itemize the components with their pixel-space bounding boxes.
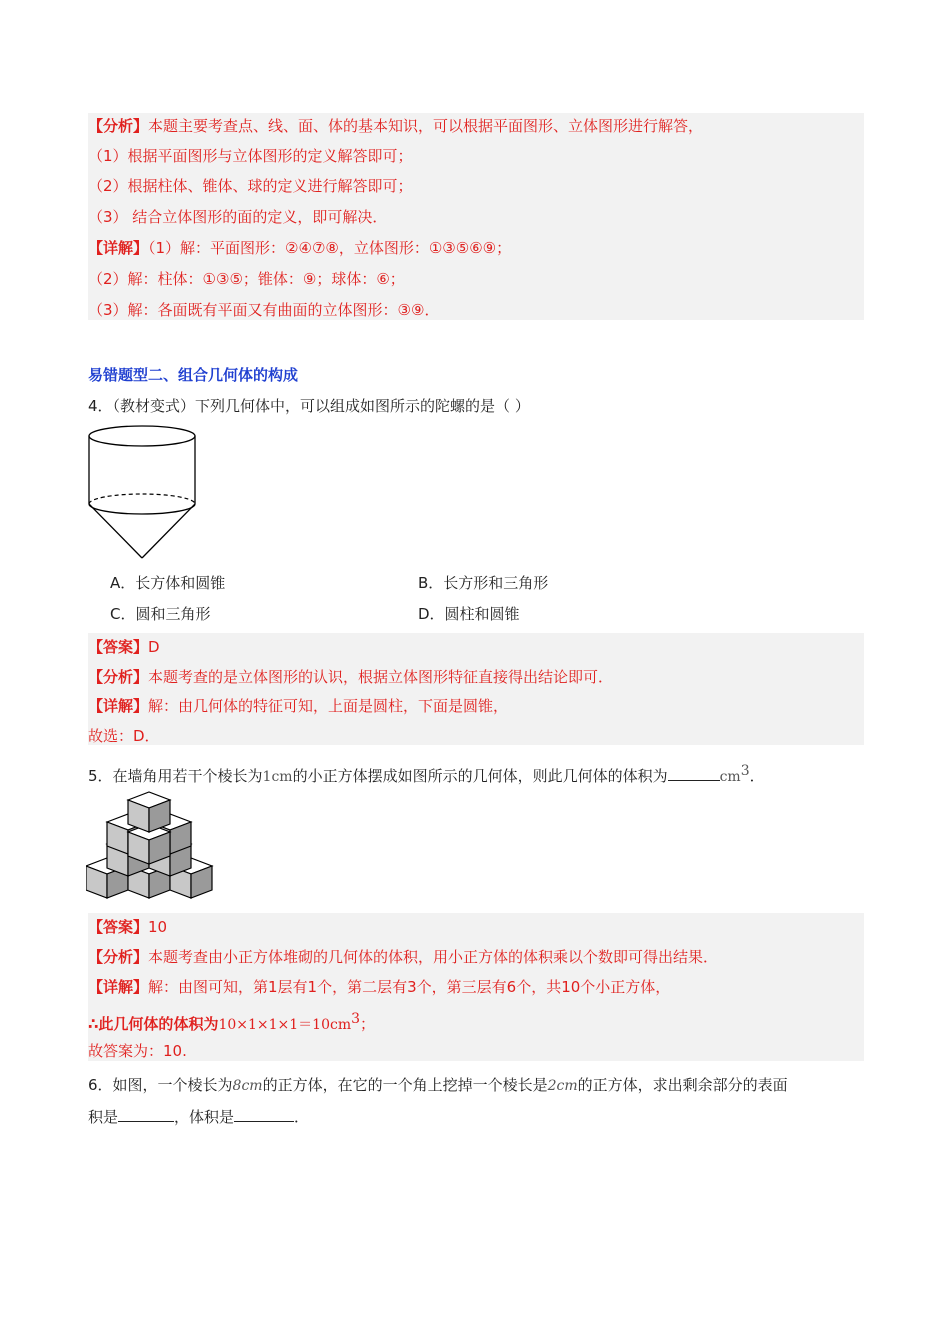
q4-conclusion: 故选：D． — [88, 727, 160, 745]
detail-tag: 【详解】 — [88, 978, 149, 996]
q5-analysis-line — [88, 947, 718, 967]
q6-line2-pre: 积是 — [88, 1108, 119, 1126]
q5-answer-blank[interactable] — [668, 766, 720, 781]
q5-unit-exponent: 3 — [740, 763, 750, 779]
analysis-tag: 【分析】 — [88, 117, 149, 135]
q5-answer-line — [88, 917, 167, 937]
analysis-tag: 【分析】 — [88, 948, 149, 966]
q4-question: 4．（教材变式）下列几何体中，可以组成如图所示的陀螺的是（ ） — [88, 397, 530, 415]
q6-mid: 的正方体，在它的一个角上挖掉一个棱长是 — [262, 1076, 548, 1094]
detail-line-3: （3）解：各面既有平面又有曲面的立体图形：③⑨． — [88, 301, 440, 319]
q4-detail-line — [88, 696, 508, 716]
q4-option-a: A．长方体和圆锥 — [110, 574, 226, 592]
q5-question-mid: 的小正方体摆成如图所示的几何体，则此几何体的体积为 — [292, 767, 668, 785]
q5-answer: 10 — [148, 918, 168, 936]
q6-length-2: 2cm — [547, 1078, 578, 1094]
q6-line2-end: ． — [294, 1108, 310, 1126]
q6-length-1: 8cm — [232, 1078, 263, 1094]
q5-detail: 解：由图可知，第1层有1个，第二层有3个，第三层有6个，共10个小正方体， — [148, 978, 671, 996]
q5-calc-pre: ∴此几何体的体积为 — [88, 1015, 219, 1033]
q6-pre: 6．如图，一个棱长为 — [88, 1076, 233, 1094]
q4-option-c: C．圆和三角形 — [110, 605, 211, 623]
q4-analysis: 本题考查的是立体图形的认识，根据立体图形特征直接得出结论即可． — [148, 668, 614, 686]
section-title: 易错题型二、组合几何体的构成 — [88, 366, 299, 384]
q5-question-end: ． — [749, 767, 765, 785]
detail-tag: 【详解】 — [88, 239, 149, 257]
analysis-tag: 【分析】 — [88, 668, 149, 686]
q6-volume-blank[interactable] — [234, 1107, 294, 1122]
q5-question-pre: 5．在墙角用若干个棱长为 — [88, 767, 263, 785]
q5-question — [88, 761, 765, 787]
analysis-point-3: （3） 结合立体图形的面的定义，即可解决． — [88, 208, 388, 226]
solution-box-q4 — [88, 633, 864, 745]
answer-tag: 【答案】 — [88, 918, 149, 936]
q4-option-d: D．圆柱和圆锥 — [418, 605, 520, 623]
stacked-cubes-figure — [86, 788, 216, 906]
spinning-top-figure — [88, 424, 200, 562]
q4-answer: D — [148, 638, 160, 656]
q6-question-line1 — [88, 1075, 788, 1096]
analysis-point-1: （1）根据平面图形与立体图形的定义解答即可； — [88, 147, 413, 165]
q5-calc-formula: 10×1×1×1＝10cm — [218, 1017, 352, 1033]
q4-detail: 解：由几何体的特征可知，上面是圆柱，下面是圆锥， — [148, 697, 509, 715]
detail-tag: 【详解】 — [88, 697, 149, 715]
q6-question-line2 — [88, 1107, 309, 1127]
detail-line-2: （2）解：柱体：①③⑤；锥体：⑨；球体：⑥； — [88, 270, 405, 288]
q5-analysis: 本题考查由小正方体堆砌的几何体的体积，用小正方体的体积乘以个数即可得出结果． — [148, 948, 719, 966]
q5-calc-exponent: 3 — [351, 1011, 361, 1027]
analysis-point-2: （2）根据柱体、锥体、球的定义进行解答即可； — [88, 177, 413, 195]
q4-analysis-line — [88, 667, 613, 687]
q5-calc-end: ； — [360, 1015, 376, 1033]
q5-detail-line — [88, 977, 670, 997]
q4-option-b: B．长方形和三角形 — [418, 574, 549, 592]
answer-tag: 【答案】 — [88, 638, 149, 656]
q5-unit-volume: cm — [719, 769, 741, 785]
analysis-line — [88, 116, 703, 136]
q5-unit: 1cm — [262, 769, 293, 785]
q6-surface-area-blank[interactable] — [118, 1107, 174, 1122]
q5-calc-line — [88, 1009, 375, 1035]
analysis-text: 本题主要考查点、线、面、体的基本知识，可以根据平面图形、立体图形进行解答， — [148, 117, 704, 135]
detail-text-1: （1）解：平面图形：②④⑦⑧，立体图形：①③⑤⑥⑨； — [148, 239, 512, 257]
q5-final: 故答案为：10. — [88, 1042, 187, 1060]
detail-line-1 — [88, 238, 511, 258]
q4-answer-line — [88, 637, 160, 657]
q6-line2-mid: ，体积是 — [174, 1108, 235, 1126]
q6-end: 的正方体，求出剩余部分的表面 — [577, 1076, 788, 1094]
